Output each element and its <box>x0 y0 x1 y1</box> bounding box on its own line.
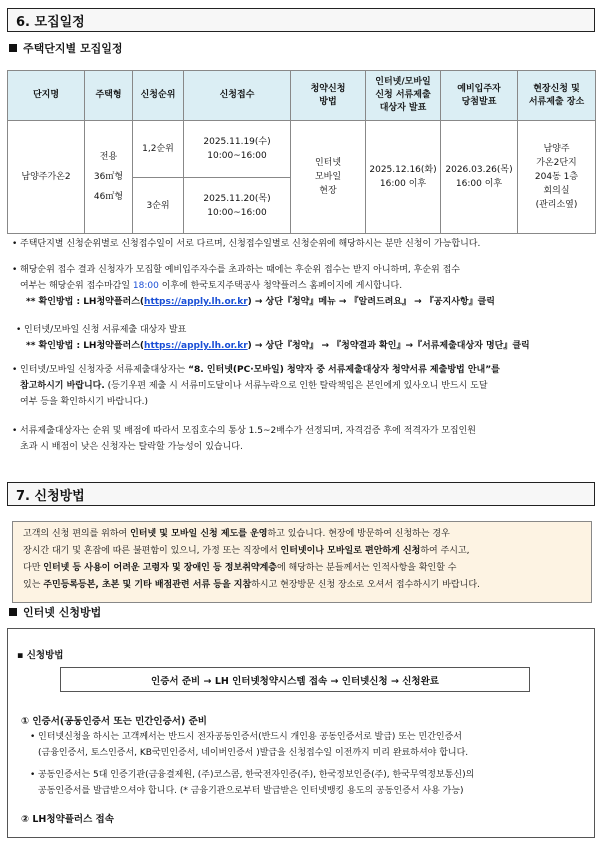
col-header: 예비입주자 당첨발표 <box>441 71 518 121</box>
method-label: ▪ 신청방법 <box>17 650 64 661</box>
lh-apply-link[interactable]: https://apply.lh.or.kr <box>144 341 248 351</box>
flow-box: 인증서 준비 → LH 인터넷청약시스템 접속 → 인터넷신청 → 신청완료 <box>60 667 530 692</box>
section-7-title: 7. 신청방법 <box>16 488 85 504</box>
table-header-row <box>8 71 596 121</box>
col-header: 주택형 <box>85 71 133 121</box>
type-label: 전용 <box>99 152 118 162</box>
note-4: • 인터넷/모바일 신청자중 서류제출대상자는 “8. 인터넷(PC·모바일) 청약자 중 서류제출대상자 청약서류 제출방법 안내”를 참고하시기 바랍니다. (등기우편 제출 시 서류미도달이나 서류누락으로 인한 탈락책임은 본인에게 있사오니 반드시 도달 여부 등을 확인하시기 바랍니다.) <box>20 362 595 410</box>
step-2-title: ② LH청약플러스 접속 <box>21 814 114 825</box>
housing-type-cell <box>85 121 133 234</box>
schedule-subtitle: 주택단지별 모집일정 <box>9 41 122 55</box>
col-header: 신청순위 <box>133 71 184 121</box>
date-cell: 2025.11.20(목) 10:00~16:00 <box>184 178 291 234</box>
rank-cell: 3순위 <box>133 178 184 234</box>
section-6-title: 6. 모집일정 <box>16 14 85 30</box>
square-bullet-icon <box>9 44 17 52</box>
type-label: 36㎡형 <box>93 172 124 182</box>
step-1-title: ① 인증서(공동인증서 또는 민간인증서) 준비 <box>21 716 207 727</box>
col-header: 단지명 <box>8 71 85 121</box>
lh-apply-link[interactable]: https://apply.lh.or.kr <box>144 297 248 307</box>
notice-box: 고객의 신청 편의를 위하여 인터넷 및 모바일 신청 제도를 운영하고 있습니다. 현장에 방문하여 신청하는 경우 장시간 대기 및 혼잡에 따른 불편함이 있으니, 가정 또는 직장에서 인터넷이나 모바일로 편안하게 신청하여 주시고, 다만 인터넷 등 사용이 어려운 고령자 및 장애인 등 정보취약계층에 해당하는 분들께서는 인적사항을 확인할 수 있는 주민등록등본, 초본 및 기타 배점관련 서류 등을 지참하시고 현장방문 신청 장소로 오셔서 접수하시기 바랍니다. <box>12 521 592 603</box>
step-1-note-2: • 공동인증서는 5대 인증기관(금융결제원, (주)코스콤, 한국전자인증(주), 한국정보인증(주), 한국무역정보통신)의 공동인증서를 발급받으셔야 합니다. (* 금융기관으로부터 발급받은 인터넷뱅킹 용도의 공동인증서 사용 가능) <box>38 767 590 799</box>
place-cell: 남양주 가온2단지 204동 1층 회의실 (관리소옆) <box>518 121 596 234</box>
col-header: 인터넷/모바일 신청 서류제출 대상자 발표 <box>366 71 441 121</box>
date-cell: 2025.11.19(수) 10:00~16:00 <box>184 121 291 178</box>
rank-cell: 1,2순위 <box>133 121 184 178</box>
section-6-header <box>7 8 595 32</box>
note-1: • 주택단지별 신청순위별로 신청접수일이 서로 다르며, 신청접수일별로 신청순위에 해당하시는 분만 신청이 가능합니다. <box>20 236 595 252</box>
method-box <box>7 628 595 838</box>
table-row <box>8 121 596 178</box>
winner-cell: 2026.03.26(목) 16:00 이후 <box>441 121 518 234</box>
complex-cell: 남양주가온2 <box>8 121 85 234</box>
internet-subtitle: 인터넷 신청방법 <box>9 605 101 619</box>
step-1-note-1: • 인터넷신청을 하시는 고객께서는 반드시 전자공동인증서(반드시 개인용 공동인증서로 발급) 또는 민간인증서 (금융인증서, 토스인증서, KB국민인증서, 네이버인증서 )발급을 신청접수일 이전까지 미리 완료하셔야 합니다. <box>38 729 590 761</box>
method-cell: 인터넷 모바일 현장 <box>291 121 366 234</box>
schedule-table <box>7 70 596 234</box>
note-5: • 서류제출대상자는 순위 및 배점에 따라서 모집호수의 통상 1.5~2배수가 선정되며, 자격검증 후에 적격자가 모집인원 초과 시 배점이 낮은 신청자는 탈락할 가능성이 있습니다. <box>20 423 595 455</box>
col-header: 현장신청 및 서류제출 장소 <box>518 71 596 121</box>
section-7-header <box>7 482 595 506</box>
square-bullet-icon <box>9 608 17 616</box>
col-header: 신청접수 <box>184 71 291 121</box>
deadline-time: 18:00 <box>132 281 159 291</box>
note-2: • 해당순위 접수 결과 신청자가 모집할 예비입주자수를 초과하는 때에는 후순위 접수는 받지 아니하며, 후순위 접수 여부는 해당순위 접수마감일 18:00 이후에 한국토지주택공사 청약플러스 홈페이지에 게시합니다. ** 확인방법 : LH청약플러스(https://apply.lh.or.kr) → 상단『청약』메뉴 → 『알려드려요』 → 『공지사항』클릭 <box>20 262 595 310</box>
announce-cell: 2025.12.16(화) 16:00 이후 <box>366 121 441 234</box>
note-3: • 인터넷/모바일 신청 서류제출 대상자 발표 ** 확인방법 : LH청약플러스(https://apply.lh.or.kr) → 상단『청약』 → 『청약결과 확인』→『서류제출대상자 명단』클릭 <box>24 322 595 354</box>
col-header: 청약신청 방법 <box>291 71 366 121</box>
type-label: 46㎡형 <box>93 192 124 202</box>
